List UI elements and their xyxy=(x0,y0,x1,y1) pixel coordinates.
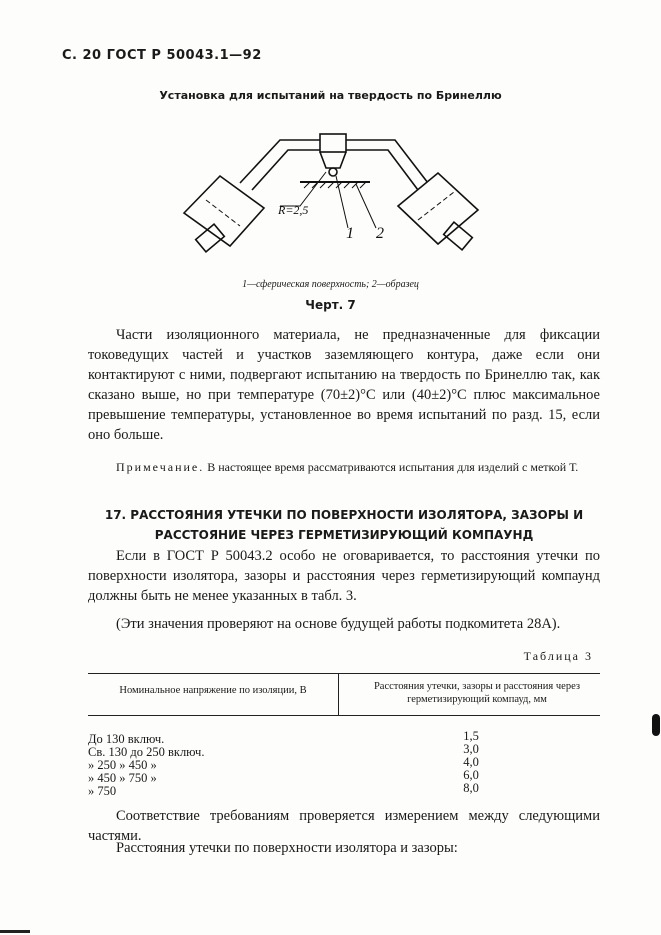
section-17-paragraph: Если в ГОСТ Р 50043.2 особо не оговаривается, то расстояния утечки по поверхности изолятора, зазоры и расстояния через герметизирующий компаунд должны быть не менее указанных в табл. 3. xyxy=(88,548,600,604)
scan-edge-mark xyxy=(652,714,660,736)
table-row-label: Св. 130 до 250 включ. xyxy=(88,745,205,759)
paragraph-creepage: Расстояния утечки по поверхности изолятора и зазоры: xyxy=(116,840,458,856)
table-header-voltage: Номинальное напряжение по изоляции, В xyxy=(119,685,307,696)
table-title: Таблица 3 xyxy=(523,649,593,663)
table-row-value: 1,5 xyxy=(463,729,479,743)
callout-2: 2 xyxy=(376,225,384,242)
figure-label: Черт. 7 xyxy=(305,298,356,312)
indenter-holder xyxy=(320,134,346,152)
note xyxy=(88,458,600,476)
callout-1-leader xyxy=(336,176,348,228)
note-label: Примечание. xyxy=(116,460,205,474)
spherical-surface xyxy=(329,168,337,176)
scan-foot-mark xyxy=(0,930,30,933)
table-row-value: 3,0 xyxy=(463,742,479,756)
table-row-value: 6,0 xyxy=(463,768,479,782)
table-row-label: » 450 » 750 » xyxy=(88,771,157,785)
table-header-distance: Расстояния утечки, зазоры и расстояния через герметизирующий компауд, мм xyxy=(373,681,581,705)
paragraph-verification: Соответствие требованиям проверяется измерением между следующими частями. xyxy=(88,808,600,844)
radius-label: R=2,5 xyxy=(278,203,309,217)
apparatus-drawing xyxy=(180,128,480,263)
table-top-rule xyxy=(88,673,600,674)
note-text: В настоящее время рассматриваются испытания для изделий с меткой Т. xyxy=(204,460,579,474)
figure-title: Установка для испытаний на твердость по Бринеллю xyxy=(159,89,502,102)
right-weight-block xyxy=(398,173,478,244)
section-17-paragraph-2: (Эти значения проверяют на основе будущей работы подкомитета 28А). xyxy=(116,616,561,632)
table-column-divider xyxy=(338,673,339,715)
table-row-label: » 250 » 450 » xyxy=(88,758,157,772)
callout-1: 1 xyxy=(346,225,354,242)
tube-right-outer xyxy=(346,140,428,183)
figure-caption: 1—сферическая поверхность; 2—образец xyxy=(242,279,419,290)
table-header-rule xyxy=(88,715,600,716)
page-header: С. 20 ГОСТ Р 50043.1—92 xyxy=(62,48,262,63)
table-row-value: 8,0 xyxy=(463,781,479,795)
table-row-label: » 750 xyxy=(88,784,117,798)
paragraph-insulating-parts: Части изоляционного материала, не предназначенные для фиксации токоведущих частей и участков заземляющего контура, даже если они контактируют с ними, подвергают испытанию на твердость по Бринеллю так, как сказано выше, но при температуре (70±2)°С или (40±2)°С плюс максимальное превышение температуры, установленное во время испытаний по разд. 15, если оно больше. xyxy=(88,327,600,443)
tube-left-inner xyxy=(252,150,320,190)
table-row-value: 4,0 xyxy=(463,755,479,769)
radius-leader xyxy=(280,172,326,206)
indenter-tip xyxy=(320,152,346,168)
section-17-heading: 17. РАССТОЯНИЯ УТЕЧКИ ПО ПОВЕРХНОСТИ ИЗОЛЯТОРА, ЗАЗОРЫ И РАССТОЯНИЕ ЧЕРЕЗ ГЕРМЕТИЗИРУЮЩИЙ КОМПАУНД xyxy=(104,508,584,542)
tube-left-outer xyxy=(240,140,320,183)
table-row-label: До 130 включ. xyxy=(88,732,165,746)
callout-2-leader xyxy=(356,184,376,228)
brinell-apparatus-figure xyxy=(180,128,480,268)
